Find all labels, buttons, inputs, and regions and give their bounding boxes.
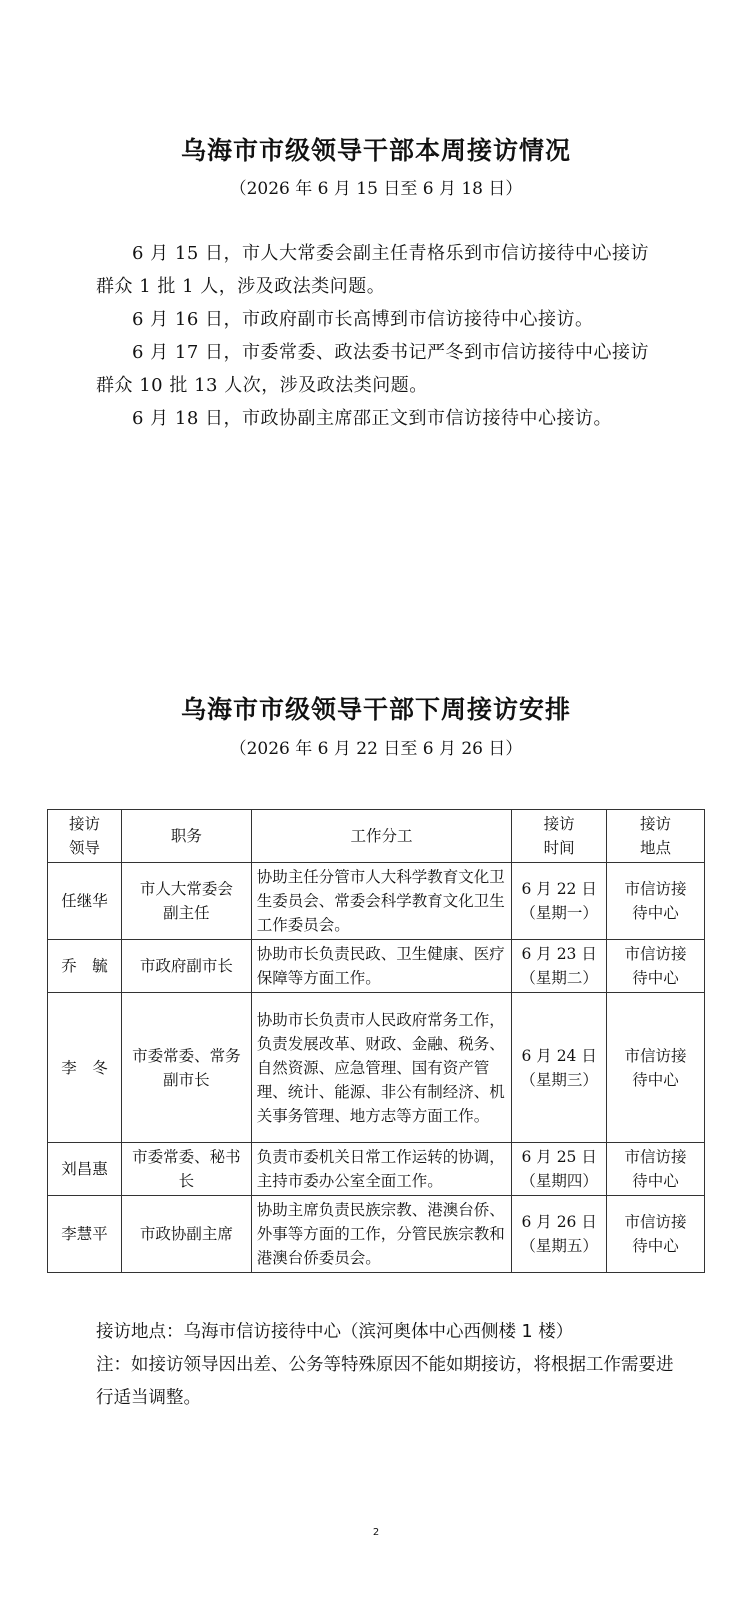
report-paragraph: 6 月 18 日，市政协副主席邵正文到市信访接待中心接访。: [132, 408, 613, 429]
header-place: 接访 地点: [607, 810, 705, 863]
time-cell: 6 月 26 日 （星期五）: [512, 1196, 607, 1273]
week-report-title: 乌海市市级领导干部本周接访情况: [180, 136, 571, 165]
leader-cell: 李 冬: [48, 993, 122, 1143]
position-cell: 市政府副市长: [121, 940, 251, 993]
time-cell: 6 月 22 日 （星期一）: [512, 863, 607, 940]
duty-cell: 协助市长负责民政、卫生健康、医疗保障等方面工作。: [251, 940, 512, 993]
report-paragraph: 6 月 16 日，市政府副市长高博到市信访接待中心接访。: [132, 309, 594, 330]
position-cell: 市人大常委会 副主任: [121, 863, 251, 940]
header-time: 接访 时间: [512, 810, 607, 863]
week-report-date-range: （2026 年 6 月 15 日至 6 月 18 日）: [229, 179, 523, 199]
table-row: [48, 1143, 705, 1196]
duty-cell: 协助市长负责市人民政府常务工作，负责发展改革、财政、金融、税务、自然资源、应急管理、国有资产管理、统计、能源、非公有制经济、机关事务管理、地方志等方面工作。: [251, 993, 512, 1143]
place-cell: 市信访接 待中心: [607, 1143, 705, 1196]
position-cell: 市政协副主席: [121, 1196, 251, 1273]
leader-cell: 李慧平: [48, 1196, 122, 1273]
place-cell: 市信访接 待中心: [607, 1196, 705, 1273]
report-paragraph: 6 月 17 日，市委常委、政法委书记严冬到市信访接待中心接访群众 10 批 13 人次，涉及政法类问题。: [96, 342, 650, 396]
time-cell: 6 月 23 日 （星期二）: [512, 940, 607, 993]
report-paragraph: 6 月 15 日，市人大常委会副主任青格乐到市信访接待中心接访群众 1 批 1 人，涉及政法类问题。: [96, 243, 650, 297]
leader-cell: 任继华: [48, 863, 122, 940]
leader-cell: 刘昌惠: [48, 1143, 122, 1196]
header-leader: 接访 领导: [48, 810, 122, 863]
position-cell: 市委常委、常务 副市长: [121, 993, 251, 1143]
table-row: [48, 1196, 705, 1273]
table-header-row: [48, 810, 705, 863]
schedule-footer: [96, 1316, 686, 1415]
duty-cell: 协助主席负责民族宗教、港澳台侨、外事等方面的工作，分管民族宗教和港澳台侨委员会。: [251, 1196, 512, 1273]
table-row: [48, 940, 705, 993]
table-row: [48, 993, 705, 1143]
table-row: [48, 863, 705, 940]
place-cell: 市信访接 待中心: [607, 940, 705, 993]
schedule-title: 乌海市市级领导干部下周接访安排: [180, 695, 571, 724]
place-cell: 市信访接 待中心: [607, 993, 705, 1143]
schedule-table: [47, 809, 705, 1273]
duty-cell: 协助主任分管市人大科学教育文化卫生委员会、常委会科学教育文化卫生工作委员会。: [251, 863, 512, 940]
leader-cell: 乔 毓: [48, 940, 122, 993]
schedule-date-range: （2026 年 6 月 22 日至 6 月 26 日）: [229, 739, 523, 759]
week-report-body: [96, 237, 666, 435]
time-cell: 6 月 24 日 （星期三）: [512, 993, 607, 1143]
position-cell: 市委常委、秘书长: [121, 1143, 251, 1196]
location-note: 接访地点：乌海市信访接待中心（滨河奥体中心西侧楼 1 楼）: [96, 1322, 574, 1342]
header-position: 职务: [121, 810, 251, 863]
header-duty: 工作分工: [251, 810, 512, 863]
page-number: 2: [372, 1527, 380, 1538]
time-cell: 6 月 25 日 （星期四）: [512, 1143, 607, 1196]
place-cell: 市信访接 待中心: [607, 863, 705, 940]
adjustment-notice: 注：如接访领导因出差、公务等特殊原因不能如期接访，将根据工作需要进行适当调整。: [96, 1355, 674, 1408]
duty-cell: 负责市委机关日常工作运转的协调，主持市委办公室全面工作。: [251, 1143, 512, 1196]
